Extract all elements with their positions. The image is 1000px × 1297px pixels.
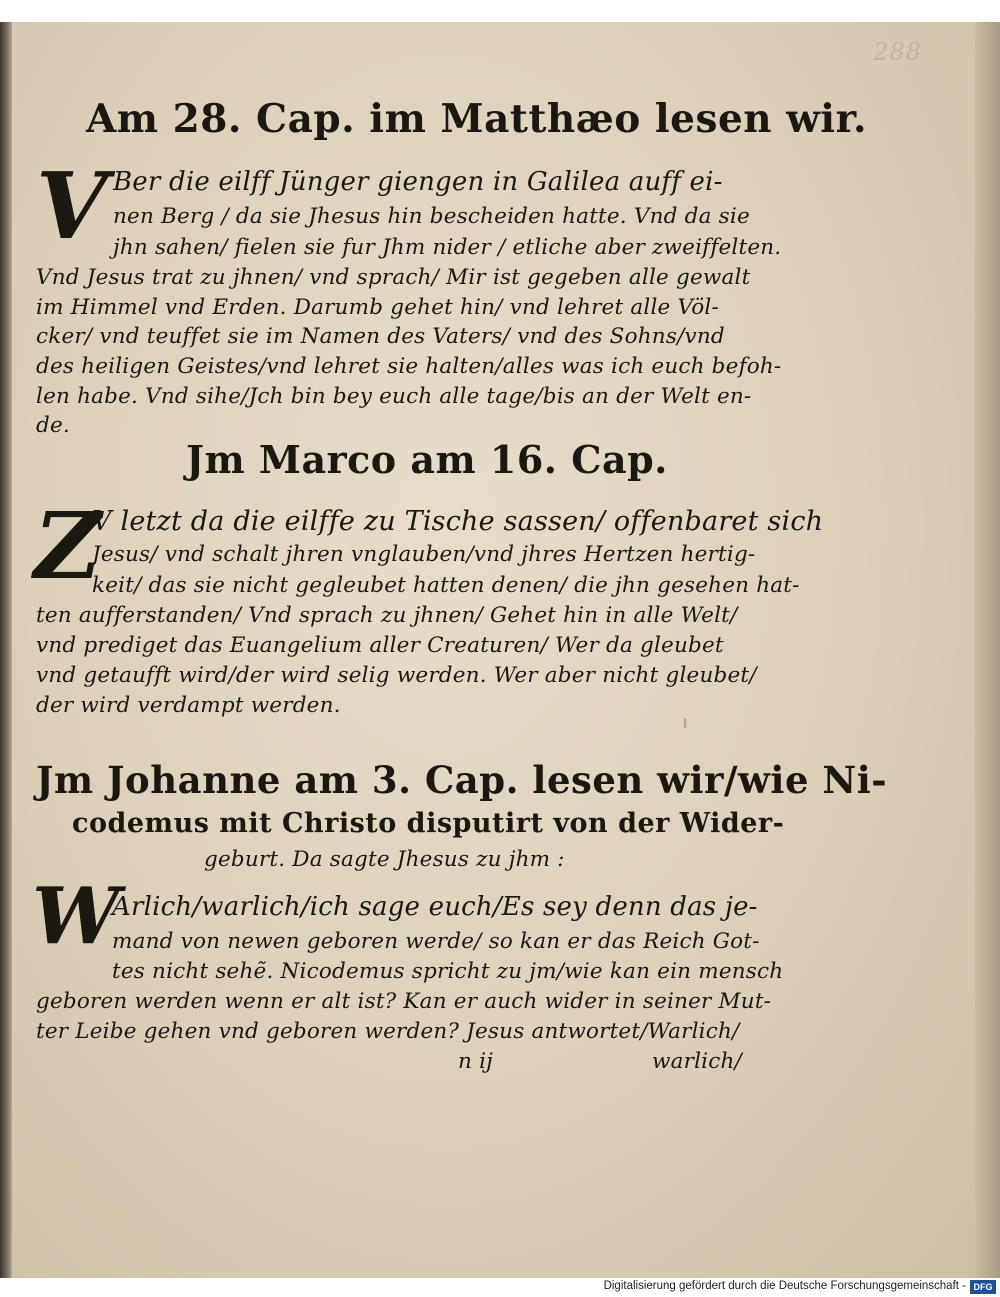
page-left-edge bbox=[0, 22, 12, 1278]
text-line: len habe. Vnd sihe/Jch bin bey euch alle tage/bis an der Welt en- bbox=[36, 384, 752, 409]
text-line: keit/ das sie nicht gegleubet hatten denen/ die jhn gesehen hat- bbox=[92, 573, 800, 598]
initial-letter-v: V bbox=[36, 152, 108, 260]
text-line: des heiligen Geistes/vnd lehret sie halten/alles was ich euch befoh- bbox=[36, 354, 782, 379]
text-line: jhn sahen/ fielen sie fur Jhm nider / etliche aber zweiffelten. bbox=[113, 235, 782, 260]
folio-number: 288 bbox=[873, 38, 922, 66]
footer-bar bbox=[0, 1278, 1000, 1297]
signature-mark: n ij bbox=[458, 1049, 494, 1074]
text-line: Jesus/ vnd schalt jhren vnglauben/vnd jhres Hertzen hertig- bbox=[92, 542, 756, 567]
text-line: ten aufferstanden/ Vnd sprach zu jhnen/ Gehet hin in alle Welt/ bbox=[36, 603, 738, 628]
text-line: Arlich/warlich/ich sage euch/Es sey denn das je- bbox=[112, 892, 758, 922]
text-line: mand von newen geboren werde/ so kan er das Reich Got- bbox=[112, 929, 760, 954]
text-line: Ber die eilff Jünger giengen in Galilea auff ei- bbox=[113, 167, 723, 197]
text-line: vnd getaufft wird/der wird selig werden. Wer aber nicht gleubet/ bbox=[36, 663, 757, 688]
text-line: de. bbox=[36, 413, 70, 438]
text-line: vnd prediget das Euangelium aller Creaturen/ Wer da gleubet bbox=[36, 633, 724, 658]
text-line: Vnd Jesus trat zu jhnen/ vnd sprach/ Mir ist gegeben alle gewalt bbox=[36, 265, 751, 290]
text-line: der wird verdampt werden. bbox=[36, 693, 341, 718]
text-line: V letzt da die eilffe zu Tische sassen/ offenbaret sich bbox=[92, 506, 824, 537]
initial-letter-w: W bbox=[32, 871, 120, 962]
text-line: nen Berg / da sie Jhesus hin bescheiden hatte. Vnd da sie bbox=[113, 204, 750, 229]
section-heading-john-line-2: codemus mit Christo disputirt von der Wider- bbox=[72, 808, 785, 839]
scan-top-margin bbox=[0, 0, 1000, 22]
text-line: cker/ vnd teuffet sie im Namen des Vaters/ vnd des Sohns/vnd bbox=[36, 324, 725, 349]
text-line: geboren werden wenn er alt ist? Kan er auch wider in seiner Mut- bbox=[36, 989, 772, 1014]
text-line: ter Leibe gehen vnd geboren werden? Jesus antwortet/Warlich/ bbox=[36, 1019, 740, 1044]
footer-credit: Digitalisierung gefördert durch die Deutsche Forschungsgemeinschaft - bbox=[603, 1280, 966, 1292]
page-right-edge bbox=[975, 22, 1000, 1278]
section-heading-john: Jm Johanne am 3. Cap. lesen wir/wie Ni- bbox=[36, 758, 888, 802]
section-heading-john-line-3: geburt. Da sagte Jhesus zu jhm : bbox=[204, 847, 565, 872]
text-line: tes nicht sehẽ. Nicodemus spricht zu jm/wie kan ein mensch bbox=[112, 959, 784, 984]
catchword: warlich/ bbox=[652, 1049, 742, 1074]
section-heading-matthew: Am 28. Cap. im Matthæo lesen wir. bbox=[86, 96, 868, 142]
initial-letter-z: Z bbox=[34, 492, 102, 600]
section-heading-mark: Jm Marco am 16. Cap. bbox=[186, 437, 668, 482]
print-mark bbox=[684, 718, 686, 728]
text-line: im Himmel vnd Erden. Darumb gehet hin/ vnd lehret alle Völ- bbox=[36, 295, 719, 320]
dfg-logo-icon: DFG bbox=[970, 1280, 996, 1294]
